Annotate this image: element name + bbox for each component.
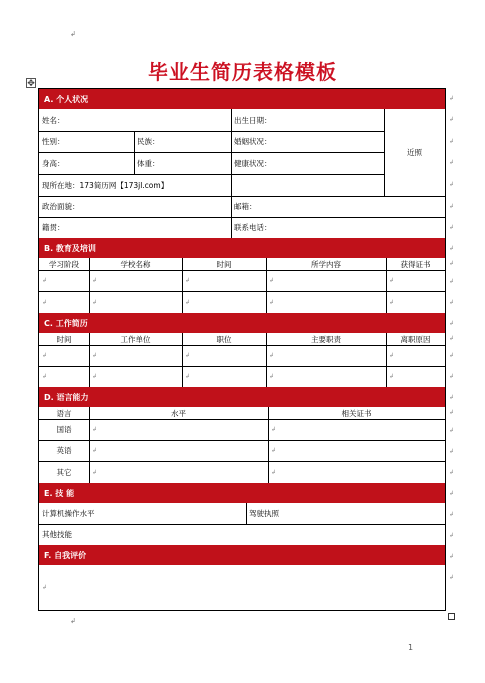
language-row-mandarin: 国语 (56, 425, 72, 434)
row-end-mark: ↲ (449, 352, 455, 359)
other-skills-field[interactable]: 其他技能 (42, 530, 72, 539)
table-resize-handle[interactable] (448, 613, 455, 620)
native-place-field[interactable]: 籍贯： (42, 223, 65, 232)
row-end-mark: ↲ (449, 245, 455, 252)
row-end-mark: ↲ (449, 574, 455, 581)
row-end-mark: ↲ (449, 469, 455, 476)
work-header-time: 时间 (56, 334, 72, 344)
row-end-mark: ↲ (449, 427, 455, 434)
language-row-english: 英语 (56, 446, 72, 455)
work-header-leaving-reason: 离职原因 (400, 334, 431, 344)
row-end-mark: ↲ (449, 511, 455, 518)
language-certificate-cell[interactable]: ↲ (271, 468, 277, 476)
row-end-mark: ↲ (449, 299, 455, 306)
work-header-duties: 主要职责 (311, 334, 341, 344)
education-cell[interactable]: ↲ (185, 277, 191, 284)
section-header-personal: A. 个人状况 (39, 89, 445, 109)
education-header-school: 学校名称 (120, 259, 151, 269)
grid-line (89, 407, 90, 483)
row-end-mark: ↲ (449, 95, 455, 102)
work-cell[interactable]: ↲ (92, 373, 98, 380)
grid-line (39, 196, 445, 197)
row-end-mark: ↲ (449, 278, 455, 285)
marital-status-field[interactable]: 婚姻状况： (234, 137, 272, 146)
grid-line (39, 217, 445, 218)
row-end-mark: ↲ (449, 373, 455, 380)
section-header-language: D. 语言能力 (39, 387, 445, 407)
education-cell[interactable]: ↲ (269, 298, 275, 306)
language-level-cell[interactable]: ↲ (92, 447, 98, 454)
grid-line (89, 258, 90, 313)
section-header-education: B. 教育及培训 (39, 238, 445, 258)
language-header-certificate: 相关证书 (341, 408, 372, 418)
health-status-field[interactable]: 健康状况： (234, 158, 272, 168)
row-end-mark: ↲ (449, 320, 455, 327)
section-header-work: C. 工作简历 (39, 313, 445, 333)
grid-line (268, 407, 269, 483)
grid-line (134, 131, 135, 174)
grid-line (386, 333, 387, 387)
grid-line (182, 258, 183, 313)
paragraph-mark: ↲ (70, 617, 76, 625)
page-number: 1 (408, 643, 414, 652)
grid-line (246, 503, 247, 524)
language-header-language: 语言 (56, 408, 72, 418)
education-cell[interactable]: ↲ (42, 298, 48, 306)
language-level-cell[interactable]: ↲ (92, 426, 98, 433)
grid-line (182, 333, 183, 387)
education-header-certificate: 获得证书 (400, 259, 431, 269)
row-end-mark: ↲ (449, 553, 455, 560)
row-end-mark: ↲ (449, 138, 455, 145)
education-cell[interactable]: ↲ (92, 298, 98, 306)
weight-field[interactable]: 体重： (137, 158, 160, 168)
grid-line (384, 109, 385, 196)
grid-line (39, 291, 445, 292)
work-cell[interactable]: ↲ (42, 373, 48, 380)
resume-form-table (38, 88, 446, 611)
grid-line (231, 196, 232, 238)
computer-skill-field[interactable]: 计算机操作水平 (42, 509, 95, 518)
work-cell[interactable]: ↲ (92, 352, 98, 359)
row-end-mark: ↲ (449, 260, 455, 267)
row-end-mark: ↲ (449, 448, 455, 455)
row-end-mark: ↲ (449, 335, 455, 342)
row-end-mark: ↲ (449, 409, 455, 416)
work-cell[interactable]: ↲ (185, 352, 191, 359)
grid-line (266, 333, 267, 387)
grid-line (39, 174, 384, 175)
current-address-field[interactable]: 现所在地：173简历网【173jl.com】 (42, 180, 169, 190)
work-cell[interactable]: ↲ (389, 373, 395, 380)
driving-license-field[interactable]: 驾驶执照 (249, 509, 279, 518)
education-cell[interactable]: ↲ (389, 277, 395, 284)
page-title: 毕业生简历表格模板 (148, 60, 337, 84)
grid-line (39, 131, 384, 132)
work-header-position: 职位 (216, 334, 232, 344)
education-cell[interactable]: ↲ (269, 277, 275, 284)
work-cell[interactable]: ↲ (269, 373, 275, 380)
gender-field[interactable]: 性别： (42, 137, 65, 146)
name-field[interactable]: 姓名： (42, 115, 65, 125)
grid-line (266, 258, 267, 313)
row-end-mark: ↲ (449, 394, 455, 401)
table-move-handle-icon[interactable]: ✥ (27, 79, 35, 89)
education-cell[interactable]: ↲ (185, 298, 191, 306)
education-cell[interactable]: ↲ (389, 298, 395, 306)
education-header-stage: 学习阶段 (49, 259, 79, 269)
language-level-cell[interactable]: ↲ (92, 468, 98, 476)
education-header-content: 所学内容 (311, 259, 341, 269)
work-cell[interactable]: ↲ (42, 352, 48, 359)
row-end-mark: ↲ (449, 203, 455, 210)
language-header-level: 水平 (171, 408, 186, 418)
work-cell[interactable]: ↲ (185, 373, 191, 380)
birth-date-field[interactable]: 出生日期： (234, 115, 272, 125)
row-end-mark: ↲ (449, 532, 455, 539)
height-field[interactable]: 身高： (42, 158, 65, 168)
education-cell[interactable]: ↲ (42, 277, 48, 284)
self-evaluation-field[interactable]: ↲ (42, 584, 48, 591)
grid-line (386, 258, 387, 313)
row-end-mark: ↲ (449, 159, 455, 166)
row-end-mark: ↲ (449, 490, 455, 497)
grid-line (39, 524, 445, 525)
grid-line (39, 440, 445, 441)
grid-line (39, 366, 445, 367)
ethnicity-field[interactable]: 民族： (137, 137, 160, 146)
grid-line (39, 419, 445, 420)
education-cell[interactable]: ↲ (92, 277, 98, 284)
language-certificate-cell[interactable]: ↲ (271, 426, 277, 433)
education-header-time: 时间 (216, 259, 232, 269)
phone-field[interactable]: 联系电话： (234, 223, 272, 232)
grid-line (39, 345, 445, 346)
grid-line (39, 152, 384, 153)
language-certificate-cell[interactable]: ↲ (271, 447, 277, 454)
email-field[interactable]: 邮箱： (234, 202, 257, 211)
paragraph-mark: ↲ (70, 30, 76, 38)
grid-line (231, 109, 232, 196)
work-cell[interactable]: ↲ (389, 352, 395, 359)
work-cell[interactable]: ↲ (269, 352, 275, 359)
grid-line (39, 461, 445, 462)
work-header-employer: 工作单位 (120, 334, 151, 344)
grid-line (39, 270, 445, 271)
row-end-mark: ↲ (449, 181, 455, 188)
row-end-mark: ↲ (449, 224, 455, 231)
section-header-self-evaluation: F. 自我评价 (39, 545, 445, 565)
language-row-other: 其它 (56, 467, 72, 477)
photo-box[interactable]: 近照 (407, 148, 422, 157)
row-end-mark: ↲ (449, 116, 455, 123)
grid-line (89, 333, 90, 387)
section-header-skills: E. 技 能 (39, 483, 445, 503)
political-status-field[interactable]: 政治面貌： (42, 202, 80, 211)
